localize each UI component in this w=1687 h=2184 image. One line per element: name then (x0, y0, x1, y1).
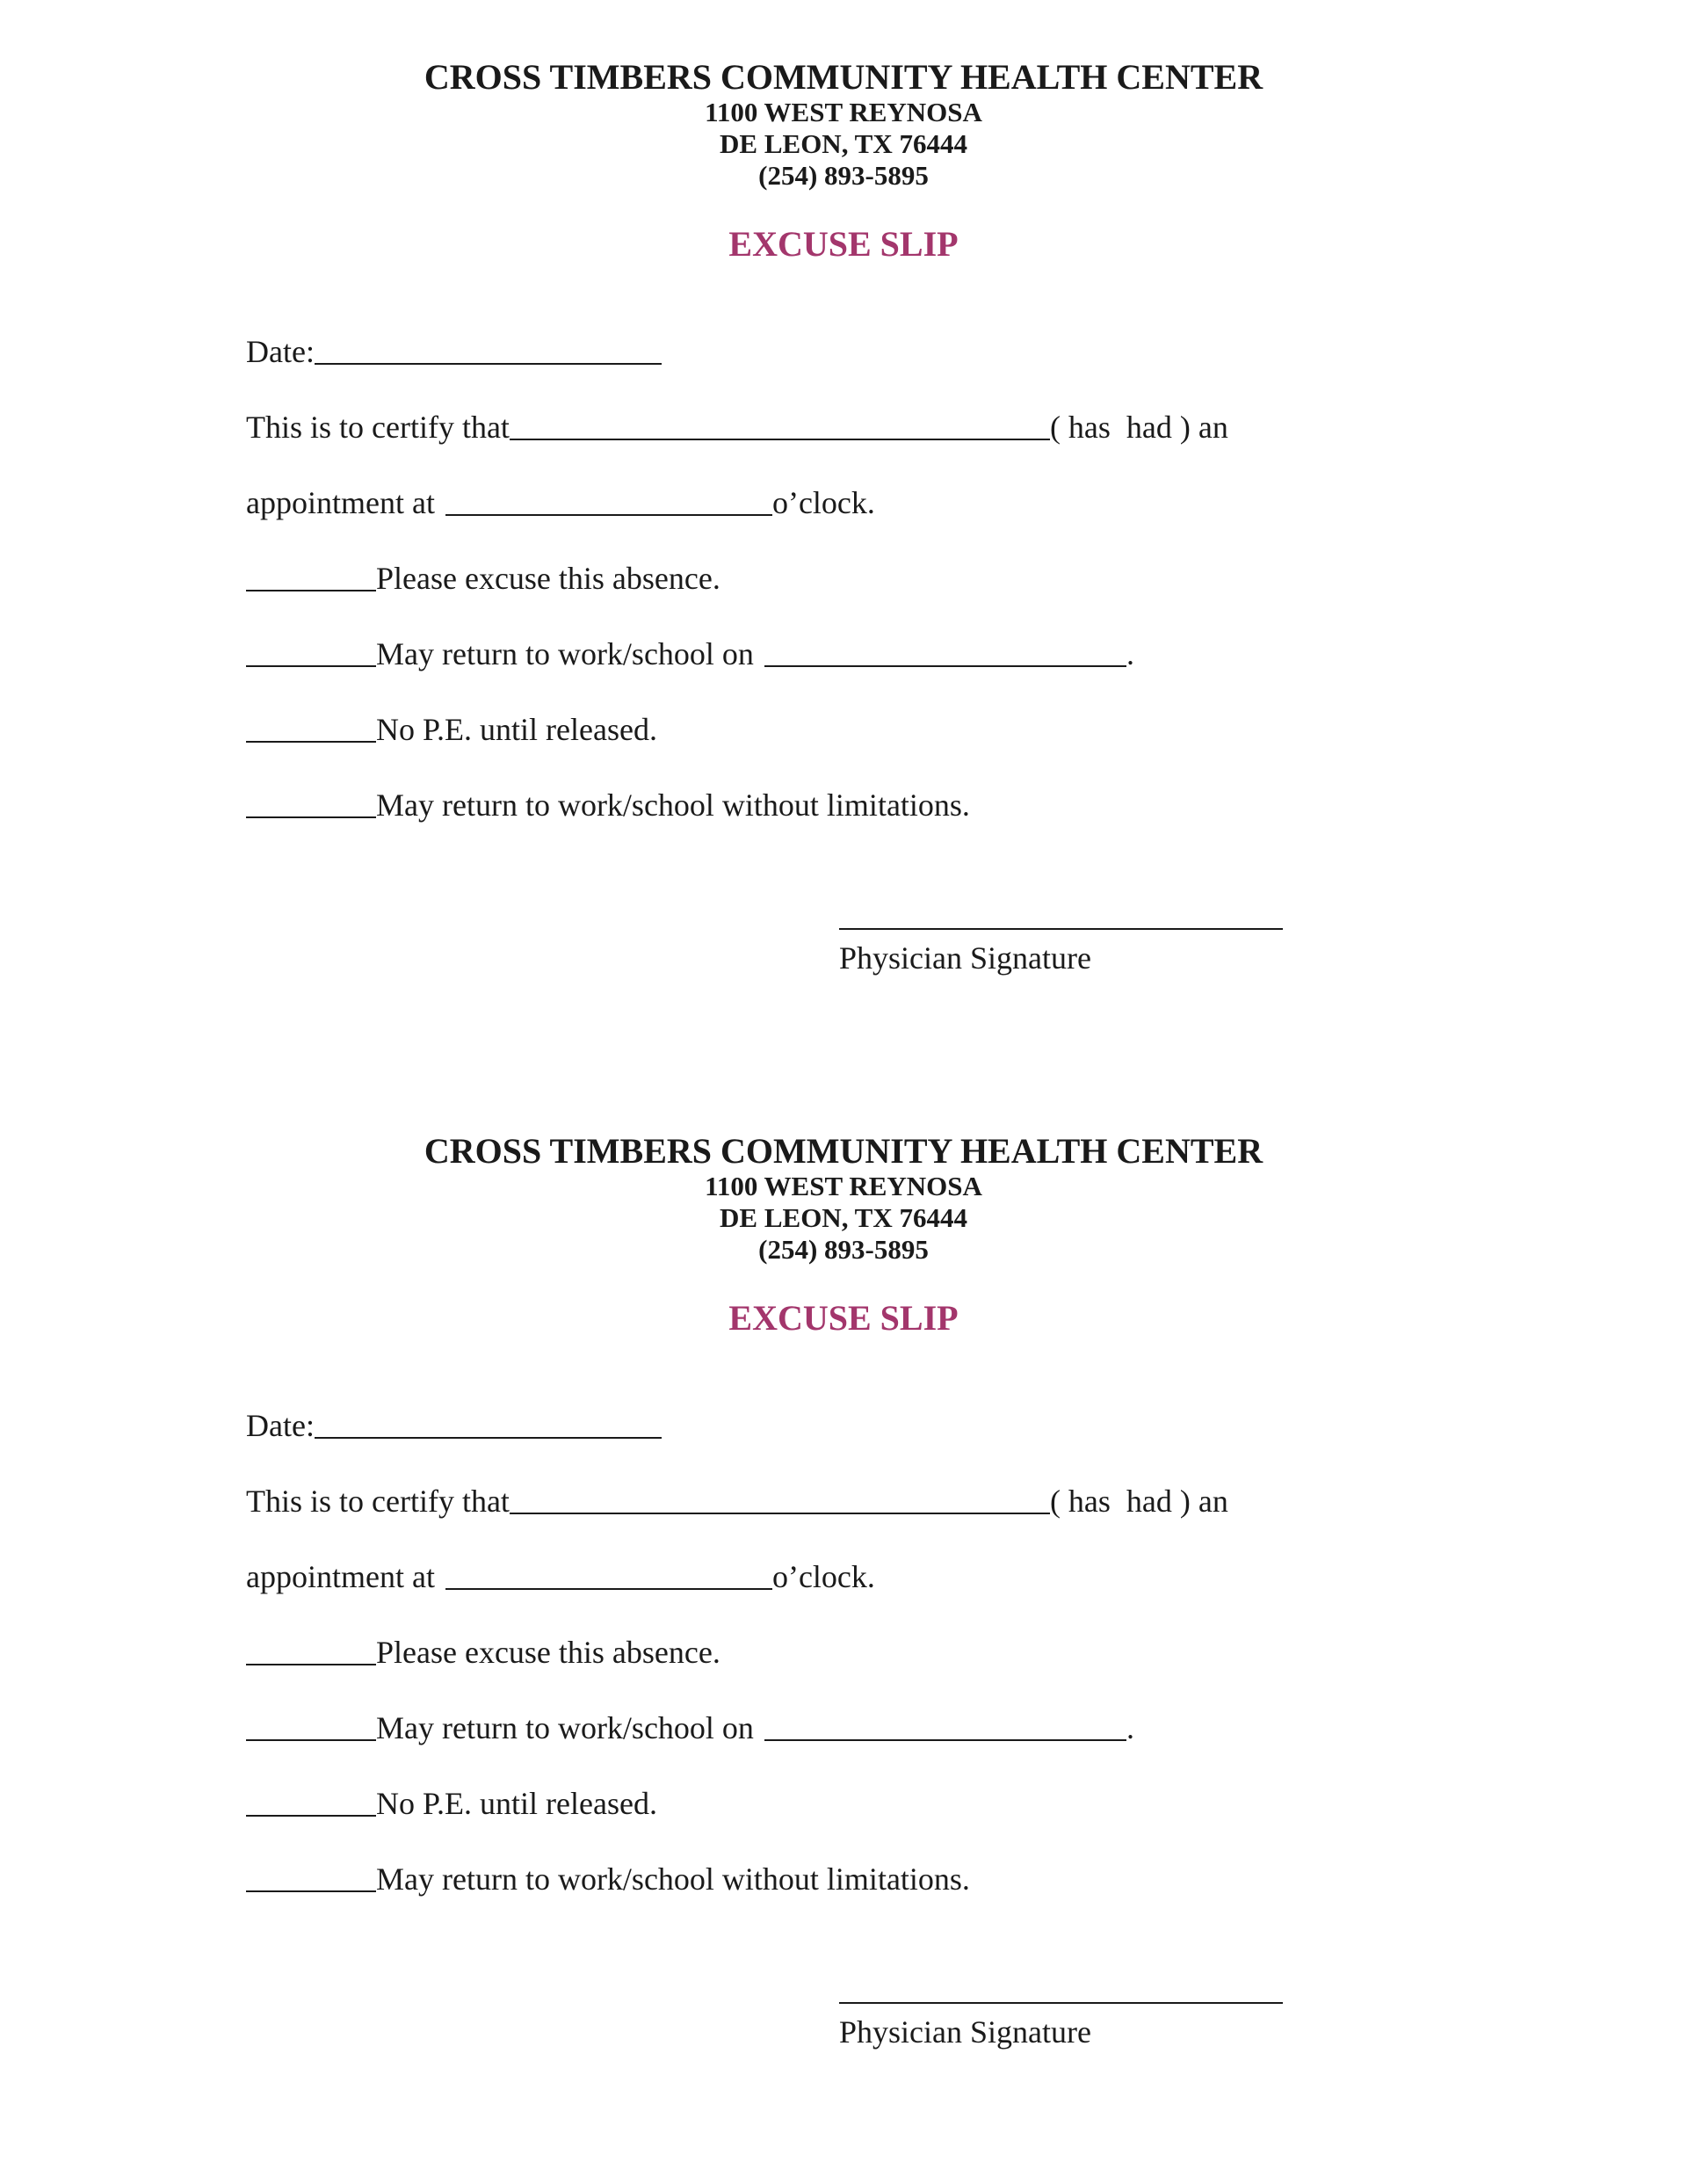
option-excuse-checkline[interactable] (246, 563, 376, 591)
patient-name-field[interactable] (510, 1486, 1050, 1514)
option-no-pe-row (246, 708, 657, 751)
option-no-limits-label: May return to work/school without limitations. (376, 1861, 970, 1897)
has-had-label: ( has had ) an (1049, 1484, 1228, 1519)
option-no-limits-checkline[interactable] (246, 1864, 376, 1892)
option-excuse-label: Please excuse this absence. (376, 1635, 720, 1670)
appointment-time-field[interactable] (445, 488, 772, 516)
certify-label: This is to certify that (246, 410, 510, 445)
oclock-label: o’clock. (771, 1559, 875, 1594)
option-excuse-label: Please excuse this absence. (376, 561, 720, 596)
phone-number: (254) 893-5895 (758, 160, 929, 191)
appointment-row (246, 1556, 875, 1598)
option-return-on-row (246, 1707, 1134, 1749)
appointment-time-field[interactable] (445, 1562, 772, 1590)
address-city: DE LEON, TX 76444 (720, 1202, 967, 1233)
option-no-limits-row (246, 784, 970, 826)
option-return-on-label: May return to work/school on (376, 636, 754, 671)
option-excuse-checkline[interactable] (246, 1637, 376, 1665)
return-date-field[interactable] (764, 639, 1126, 667)
option-no-limits-row (246, 1858, 970, 1900)
appointment-label: appointment at (246, 1559, 435, 1594)
certify-row (246, 406, 1228, 448)
option-no-pe-checkline[interactable] (246, 715, 376, 743)
date-label: Date: (246, 334, 315, 369)
slip-title: EXCUSE SLIP (728, 224, 959, 264)
option-return-on-checkline[interactable] (246, 639, 376, 667)
signature-label: Physician Signature (839, 2014, 1091, 2050)
return-date-field[interactable] (764, 1713, 1126, 1741)
date-field[interactable] (315, 1411, 662, 1439)
date-field[interactable] (315, 337, 662, 365)
appointment-label: appointment at (246, 485, 435, 520)
oclock-label: o’clock. (771, 485, 875, 520)
option-no-pe-label: No P.E. until released. (376, 1786, 657, 1821)
option-excuse-row (246, 1631, 720, 1673)
option-return-on-checkline[interactable] (246, 1713, 376, 1741)
certify-row (246, 1480, 1228, 1522)
option-no-limits-checkline[interactable] (246, 790, 376, 818)
signature-field[interactable] (839, 2002, 1283, 2004)
slip-title: EXCUSE SLIP (728, 1298, 959, 1338)
excuse-slip-bottom (0, 1074, 1687, 2146)
certify-label: This is to certify that (246, 1484, 510, 1519)
address-street: 1100 WEST REYNOSA (705, 97, 982, 127)
has-had-label: ( has had ) an (1049, 410, 1228, 445)
signature-label: Physician Signature (839, 940, 1091, 976)
date-row (246, 1404, 662, 1447)
date-label: Date: (246, 1408, 315, 1443)
option-no-pe-checkline[interactable] (246, 1789, 376, 1817)
option-return-on-row (246, 633, 1134, 675)
option-no-limits-label: May return to work/school without limitations. (376, 787, 970, 823)
phone-number: (254) 893-5895 (758, 1234, 929, 1265)
address-city: DE LEON, TX 76444 (720, 128, 967, 159)
return-date-period: . (1126, 1710, 1134, 1745)
option-return-on-label: May return to work/school on (376, 1710, 754, 1745)
option-no-pe-label: No P.E. until released. (376, 712, 657, 747)
excuse-slip-top (0, 0, 1687, 1072)
return-date-period: . (1126, 636, 1134, 671)
option-no-pe-row (246, 1782, 657, 1825)
patient-name-field[interactable] (510, 412, 1050, 440)
organization-name: CROSS TIMBERS COMMUNITY HEALTH CENTER (424, 1131, 1263, 1171)
appointment-row (246, 482, 875, 524)
organization-name: CROSS TIMBERS COMMUNITY HEALTH CENTER (424, 57, 1263, 97)
option-excuse-row (246, 557, 720, 599)
address-street: 1100 WEST REYNOSA (705, 1171, 982, 1201)
date-row (246, 330, 662, 373)
signature-field[interactable] (839, 928, 1283, 930)
